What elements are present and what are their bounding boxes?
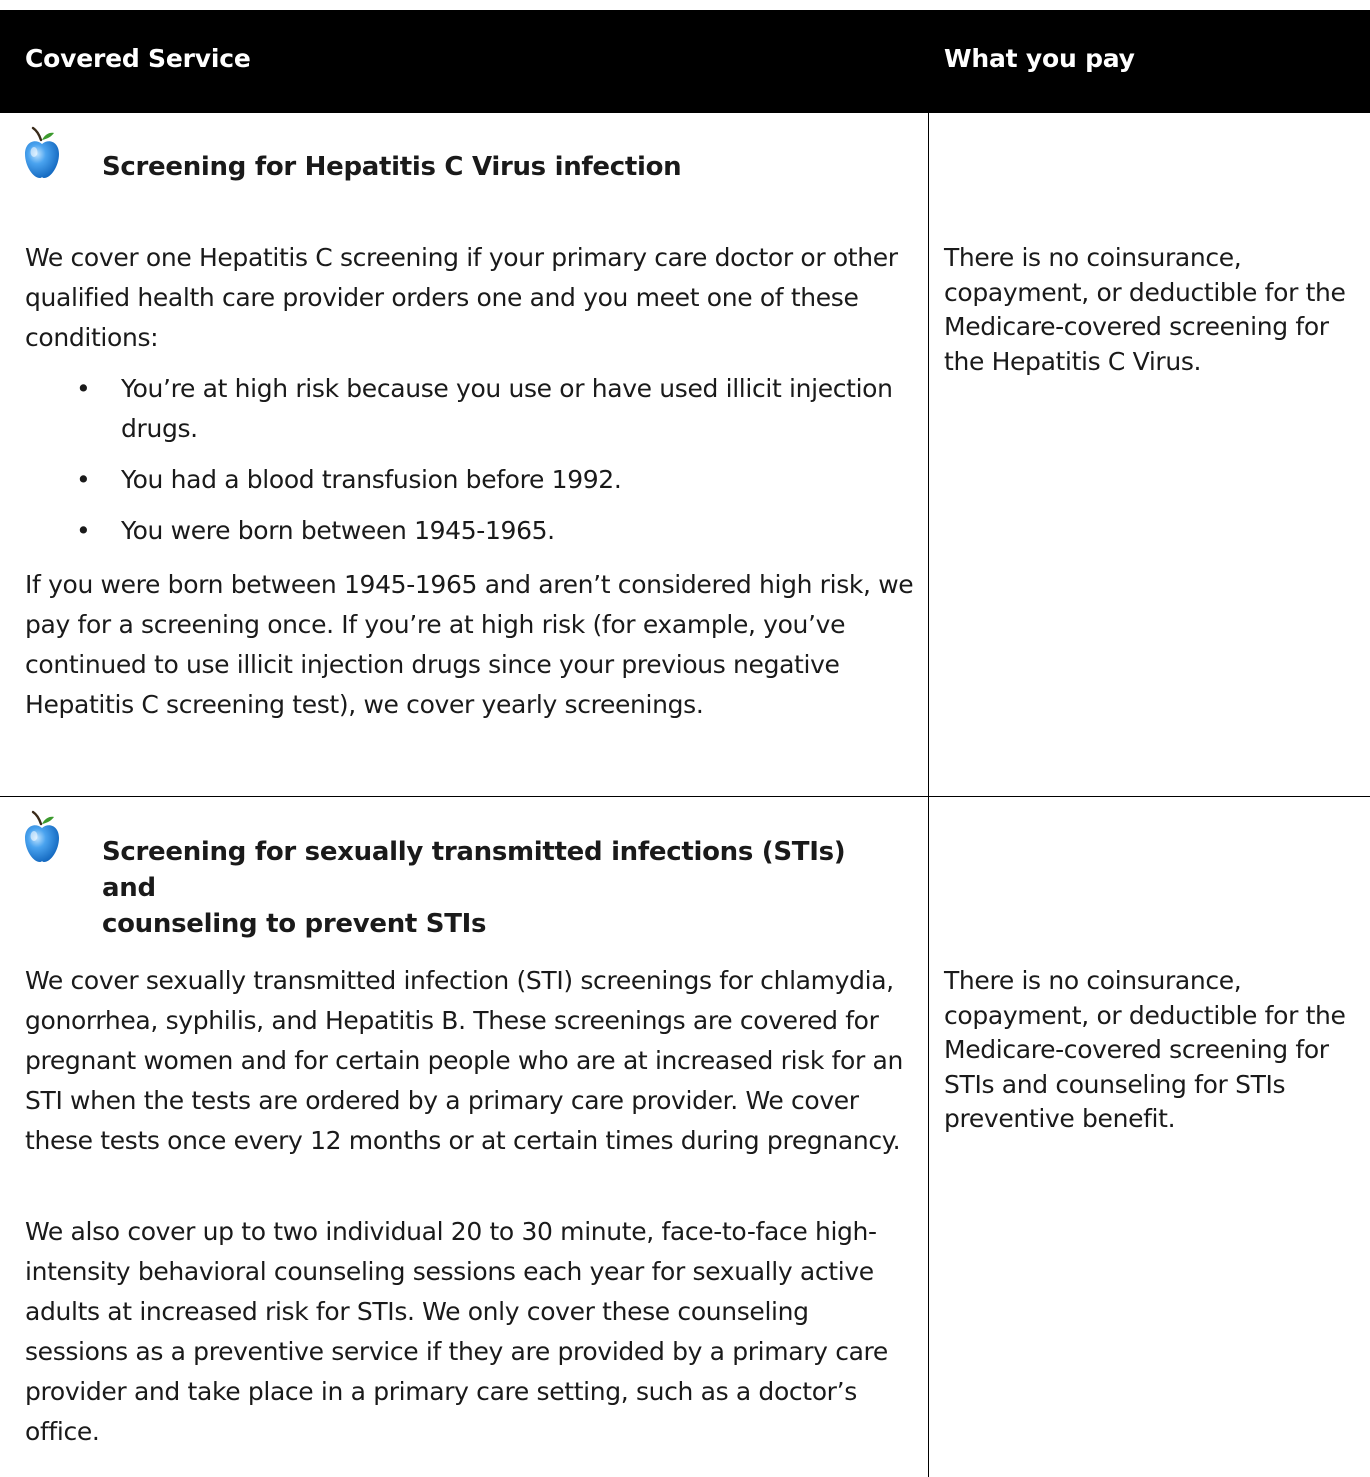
column-divider [928,797,929,1477]
header-what-you-pay: What you pay [944,44,1135,73]
apple-icon [22,810,62,866]
bullet-icon: • [76,465,91,494]
service-title: Screening for sexually transmitted infections (STIs) and counseling to prevent STIs [102,837,846,939]
list-item: • You’re at high risk because you use or have used illicit injection drugs. [25,369,915,449]
conditions-list [25,369,915,562]
column-divider [928,113,929,796]
row-separator [0,796,1370,797]
service-title: Screening for Hepatitis C Virus infection [102,152,682,182]
cost-sharing-text: There is no coinsurance, copayment, or deductible for the Medicare-covered screening for STIs and counseling for STIs preventive benefit. [944,966,1346,1133]
header-covered-service: Covered Service [25,44,251,73]
service-description: We also cover up to two individual 20 to 30 minute, face-to-face high-intensity behavioral counseling sessions each year for sexually active adults at increased risk for STIs. We only cover these counseling sessions as a preventive service if they are provided by a primary care provider and take place in a primary care setting, such as a doctor’s office. [25,1217,888,1446]
list-item: • You were born between 1945-1965. [25,511,915,551]
service-description: If you were born between 1945-1965 and aren’t considered high risk, we pay for a screening once. If you’re at high risk (for example, you’ve continued to use illicit injection drugs since your previous negative Hepatitis C screening test), we cover yearly screenings. [25,570,914,719]
list-item: • You had a blood transfusion before 1992. [25,460,915,500]
apple-icon [22,126,62,182]
bullet-icon: • [76,516,91,545]
bullet-icon: • [76,374,91,403]
cost-sharing-text: There is no coinsurance, copayment, or deductible for the Medicare-covered screening for the Hepatitis C Virus. [944,243,1346,376]
service-description: We cover one Hepatitis C screening if your primary care doctor or other qualified health care provider orders one and you meet one of these conditions: [25,243,898,352]
service-description: We cover sexually transmitted infection (STI) screenings for chlamydia, gonorrhea, syphilis, and Hepatitis B. These screenings are covered for pregnant women and for certain people who are at increased risk for an STI when the tests are ordered by a primary care provider. We cover these tests once every 12 months or at certain times during pregnancy. [25,966,903,1155]
table-header [0,10,1370,113]
